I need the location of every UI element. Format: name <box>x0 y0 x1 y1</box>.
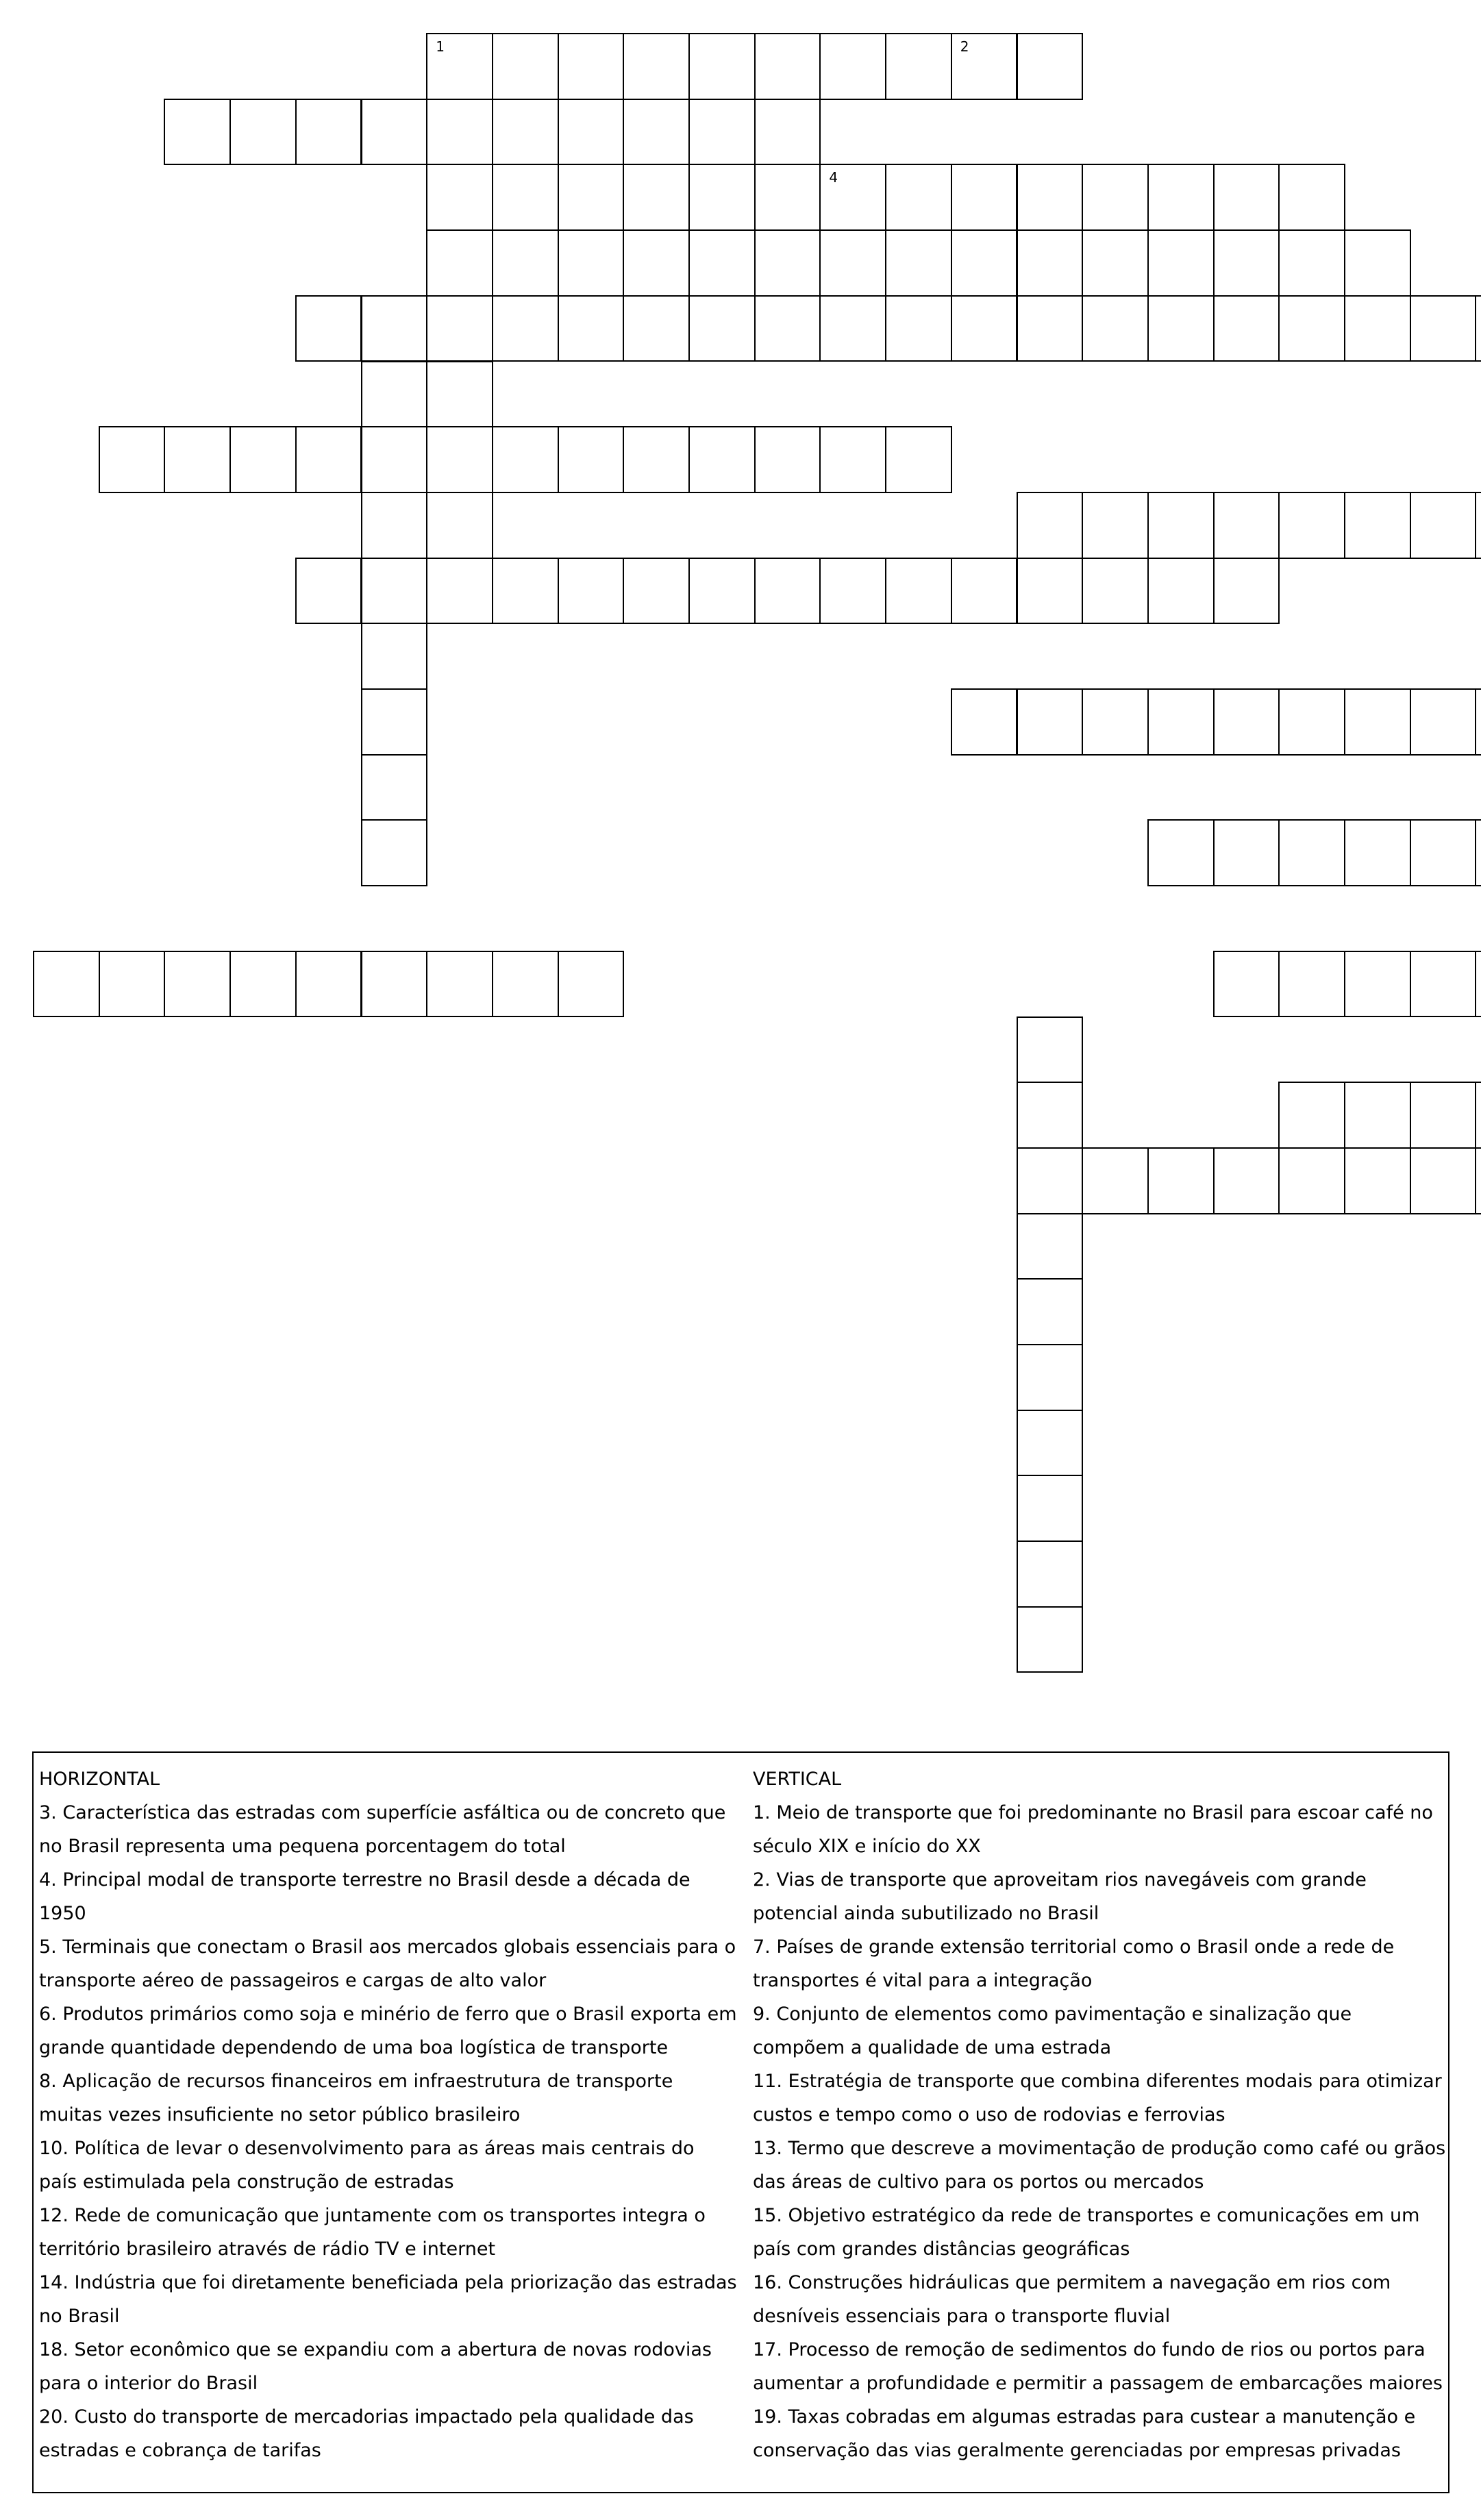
grid-cell[interactable] <box>1410 688 1477 756</box>
clue-number: 1 <box>436 38 445 55</box>
grid-cell[interactable] <box>33 951 100 1018</box>
grid-cell[interactable] <box>1475 295 1481 362</box>
grid-cell[interactable] <box>492 99 559 166</box>
grid-cell[interactable] <box>1410 819 1477 886</box>
clue-h3: 3. Característica das estradas com superfície asfáltica ou de concreto que no Brasil representa uma pequena porcentagem do total <box>39 1802 726 1857</box>
grid-cell[interactable] <box>229 951 297 1018</box>
grid-cell[interactable] <box>492 558 559 625</box>
grid-cell[interactable] <box>951 164 1018 231</box>
grid-cell[interactable] <box>1017 1213 1084 1280</box>
grid-cell[interactable] <box>1147 164 1215 231</box>
grid-cell[interactable] <box>623 33 690 100</box>
grid-cell[interactable] <box>1017 1016 1084 1084</box>
clue-v15: 15. Objetivo estratégico da rede de transportes e comunicações em um país com grandes distâncias geográficas <box>753 2205 1420 2260</box>
grid-cell[interactable] <box>1278 164 1345 231</box>
grid-cell[interactable] <box>1344 295 1411 362</box>
grid-cell[interactable] <box>1082 688 1149 756</box>
grid-cell[interactable] <box>1017 164 1084 231</box>
clue-v17: 17. Processo de remoção de sedimentos do fundo de rios ou portos para aumentar a profundidade e permitir a passagem de embarcações maiores <box>753 2339 1443 2394</box>
horizontal-clues <box>39 1762 738 2467</box>
grid-cell[interactable] <box>1082 164 1149 231</box>
clue-v19: 19. Taxas cobradas em algumas estradas para custear a manutenção e conservação das vias geralmente gerenciadas por empresas privadas <box>753 2406 1416 2461</box>
clue-number: 4 <box>829 169 838 186</box>
grid-cell[interactable] <box>361 492 428 559</box>
grid-cell[interactable] <box>1082 229 1149 297</box>
grid-cell[interactable] <box>1278 295 1345 362</box>
grid-cell[interactable] <box>558 99 625 166</box>
grid-cell[interactable] <box>623 295 690 362</box>
clue-h4: 4. Principal modal de transporte terrestre no Brasil desde a década de 1950 <box>39 1869 690 1924</box>
grid-cell[interactable] <box>1344 688 1411 756</box>
grid-cell[interactable] <box>426 33 493 100</box>
grid-cell[interactable] <box>1017 688 1084 756</box>
grid-cell[interactable] <box>361 361 428 428</box>
grid-cell[interactable] <box>361 295 428 362</box>
grid-cell[interactable] <box>819 229 886 297</box>
grid-cell[interactable] <box>623 164 690 231</box>
grid-cell[interactable] <box>1475 1147 1481 1214</box>
grid-cell[interactable] <box>885 229 952 297</box>
grid-cell[interactable] <box>1410 1147 1477 1214</box>
grid-cell[interactable] <box>1344 1082 1411 1149</box>
grid-cell[interactable] <box>1344 951 1411 1018</box>
grid-cell[interactable] <box>1017 1082 1084 1149</box>
grid-cell[interactable] <box>951 295 1018 362</box>
grid-cell[interactable] <box>426 295 493 362</box>
clue-v16: 16. Construções hidráulicas que permitem a navegação em rios com desníveis essenciais para o transporte fluvial <box>753 2272 1391 2327</box>
grid-cell[interactable] <box>819 295 886 362</box>
grid-cell[interactable] <box>885 295 952 362</box>
grid-cell[interactable] <box>558 33 625 100</box>
grid-cell[interactable] <box>1213 229 1280 297</box>
grid-cell[interactable] <box>1344 492 1411 559</box>
grid-cell[interactable] <box>1410 1082 1477 1149</box>
grid-cell[interactable] <box>754 558 821 625</box>
grid-cell[interactable] <box>1278 951 1345 1018</box>
grid-cell[interactable] <box>426 361 493 428</box>
grid-cell[interactable] <box>1017 229 1084 297</box>
grid-cell[interactable] <box>1147 492 1215 559</box>
horizontal-title: HORIZONTAL <box>39 1769 160 1790</box>
grid-cell[interactable] <box>492 229 559 297</box>
grid-cell[interactable] <box>1475 1082 1481 1149</box>
grid-cell[interactable] <box>492 426 559 493</box>
grid-cell[interactable] <box>688 229 756 297</box>
grid-cell[interactable] <box>1082 492 1149 559</box>
clue-h8: 8. Aplicação de recursos financeiros em infraestrutura de transporte muitas vezes insuficiente no setor público brasileiro <box>39 2071 673 2125</box>
grid-cell[interactable] <box>688 295 756 362</box>
grid-cell[interactable] <box>1344 819 1411 886</box>
grid-cell[interactable] <box>295 99 362 166</box>
grid-cell[interactable] <box>754 295 821 362</box>
grid-cell[interactable] <box>426 164 493 231</box>
grid-cell[interactable] <box>951 229 1018 297</box>
grid-cell[interactable] <box>1213 951 1280 1018</box>
grid-cell[interactable] <box>361 99 428 166</box>
grid-cell[interactable] <box>1213 1147 1280 1214</box>
grid-cell[interactable] <box>1017 1147 1084 1214</box>
vertical-clues <box>753 1762 1448 2467</box>
grid-cell[interactable] <box>1213 295 1280 362</box>
grid-cell[interactable] <box>754 99 821 166</box>
grid-cell[interactable] <box>164 426 231 493</box>
clue-v7: 7. Países de grande extensão territorial como o Brasil onde a rede de transportes é vital para a integração <box>753 1936 1395 1991</box>
grid-cell[interactable] <box>361 688 428 756</box>
grid-cell[interactable] <box>1213 164 1280 231</box>
grid-cell[interactable] <box>492 33 559 100</box>
grid-cell[interactable] <box>1410 295 1477 362</box>
grid-cell[interactable] <box>623 558 690 625</box>
grid-cell[interactable] <box>819 33 886 100</box>
grid-cell[interactable] <box>361 426 428 493</box>
grid-cell[interactable] <box>754 229 821 297</box>
grid-cell[interactable] <box>426 229 493 297</box>
grid-cell[interactable] <box>1017 295 1084 362</box>
grid-cell[interactable] <box>688 99 756 166</box>
grid-cell[interactable] <box>1147 688 1215 756</box>
grid-cell[interactable] <box>164 99 231 166</box>
clue-h6: 6. Produtos primários como soja e minério de ferro que o Brasil exporta em grande quantidade dependendo de uma boa logística de transporte <box>39 2004 737 2058</box>
grid-cell[interactable] <box>99 951 166 1018</box>
grid-cell[interactable] <box>295 558 362 625</box>
grid-cell[interactable] <box>1147 1147 1215 1214</box>
grid-cell[interactable] <box>426 558 493 625</box>
grid-cell[interactable] <box>1147 295 1215 362</box>
grid-cell[interactable] <box>885 558 952 625</box>
grid-cell[interactable] <box>885 33 952 100</box>
grid-cell[interactable] <box>1017 1475 1084 1542</box>
grid-cell[interactable] <box>1082 1147 1149 1214</box>
grid-cell[interactable] <box>1213 688 1280 756</box>
grid-cell[interactable] <box>558 558 625 625</box>
grid-cell[interactable] <box>1017 1344 1084 1411</box>
grid-cell[interactable] <box>1017 33 1084 100</box>
grid-cell[interactable] <box>361 819 428 886</box>
grid-cell[interactable] <box>951 33 1018 100</box>
grid-cell[interactable] <box>361 754 428 821</box>
grid-cell[interactable] <box>1017 1606 1084 1673</box>
grid-cell[interactable] <box>558 229 625 297</box>
grid-cell[interactable] <box>558 426 625 493</box>
grid-cell[interactable] <box>754 164 821 231</box>
grid-cell[interactable] <box>1017 1278 1084 1345</box>
grid-cell[interactable] <box>1410 951 1477 1018</box>
grid-cell[interactable] <box>1017 558 1084 625</box>
grid-cell[interactable] <box>1082 295 1149 362</box>
clue-h5: 5. Terminais que conectam o Brasil aos mercados globais essenciais para o transporte aéreo de passageiros e cargas de alto valor <box>39 1936 736 1991</box>
grid-cell[interactable] <box>1278 492 1345 559</box>
grid-cell[interactable] <box>99 426 166 493</box>
grid-cell[interactable] <box>558 295 625 362</box>
grid-cell[interactable] <box>426 426 493 493</box>
grid-cell[interactable] <box>295 426 362 493</box>
grid-cell[interactable] <box>688 33 756 100</box>
grid-cell[interactable] <box>1475 951 1481 1018</box>
grid-cell[interactable] <box>951 688 1018 756</box>
grid-cell[interactable] <box>1147 558 1215 625</box>
grid-cell[interactable] <box>1475 688 1481 756</box>
grid-cell[interactable] <box>885 164 952 231</box>
grid-cell[interactable] <box>1278 1082 1345 1149</box>
grid-cell[interactable] <box>754 33 821 100</box>
clue-v1: 1. Meio de transporte que foi predominante no Brasil para escoar café no século XIX e início do XX <box>753 1802 1433 1857</box>
clue-v2: 2. Vias de transporte que aproveitam rios navegáveis com grande potencial ainda subutilizado no Brasil <box>753 1869 1367 1924</box>
grid-cell[interactable] <box>819 558 886 625</box>
vertical-title: VERTICAL <box>753 1769 842 1790</box>
grid-cell[interactable] <box>1213 819 1280 886</box>
grid-cell[interactable] <box>1213 558 1280 625</box>
grid-cell[interactable] <box>426 99 493 166</box>
grid-cell[interactable] <box>558 951 625 1018</box>
grid-cell[interactable] <box>1344 1147 1411 1214</box>
grid-cell[interactable] <box>1475 492 1481 559</box>
grid-cell[interactable] <box>1278 1147 1345 1214</box>
clue-h14: 14. Indústria que foi diretamente beneficiada pela priorização das estradas no Brasil <box>39 2272 737 2327</box>
clue-v9: 9. Conjunto de elementos como pavimentação e sinalização que compõem a qualidade de uma estrada <box>753 2004 1352 2058</box>
grid-cell[interactable] <box>1278 688 1345 756</box>
grid-cell[interactable] <box>1147 229 1215 297</box>
clue-h12: 12. Rede de comunicação que juntamente com os transportes integra o território brasileiro através de rádio TV e internet <box>39 2205 706 2260</box>
grid-cell[interactable] <box>492 295 559 362</box>
grid-cell[interactable] <box>1017 492 1084 559</box>
grid-cell[interactable] <box>623 426 690 493</box>
grid-cell[interactable] <box>1475 819 1481 886</box>
grid-cell[interactable] <box>951 558 1018 625</box>
grid-cell[interactable] <box>623 229 690 297</box>
grid-cell[interactable] <box>754 426 821 493</box>
grid-cell[interactable] <box>688 426 756 493</box>
grid-cell[interactable] <box>1213 492 1280 559</box>
grid-cell[interactable] <box>688 558 756 625</box>
grid-cell[interactable] <box>885 426 952 493</box>
grid-cell[interactable] <box>426 492 493 559</box>
clue-v13: 13. Termo que descreve a movimentação de produção como café ou grãos das áreas de cultivo para os portos ou mercados <box>753 2138 1446 2193</box>
grid-cell[interactable] <box>295 295 362 362</box>
grid-cell[interactable] <box>361 558 428 625</box>
grid-cell[interactable] <box>819 426 886 493</box>
clue-box <box>32 1751 1449 2493</box>
clue-number: 2 <box>960 38 969 55</box>
clue-h10: 10. Política de levar o desenvolvimento para as áreas mais centrais do país estimulada pela construção de estradas <box>39 2138 695 2193</box>
clue-h18: 18. Setor econômico que se expandiu com a abertura de novas rodovias para o interior do Brasil <box>39 2339 712 2394</box>
grid-cell[interactable] <box>492 951 559 1018</box>
grid-cell[interactable] <box>1017 1410 1084 1477</box>
grid-cell[interactable] <box>1410 492 1477 559</box>
grid-cell[interactable] <box>819 164 886 231</box>
grid-cell[interactable] <box>1278 819 1345 886</box>
grid-cell[interactable] <box>229 426 297 493</box>
grid-cell[interactable] <box>558 164 625 231</box>
grid-cell[interactable] <box>361 623 428 690</box>
grid-cell[interactable] <box>361 951 428 1018</box>
grid-cell[interactable] <box>426 951 493 1018</box>
grid-cell[interactable] <box>1147 819 1215 886</box>
clue-v11: 11. Estratégia de transporte que combina diferentes modais para otimizar custos e tempo como o uso de rodovias e ferrovias <box>753 2071 1442 2125</box>
grid-cell[interactable] <box>623 99 690 166</box>
grid-cell[interactable] <box>295 951 362 1018</box>
grid-cell[interactable] <box>1278 229 1345 297</box>
grid-cell[interactable] <box>1344 229 1411 297</box>
grid-cell[interactable] <box>1082 558 1149 625</box>
clue-h20: 20. Custo do transporte de mercadorias impactado pela qualidade das estradas e cobrança de tarifas <box>39 2406 694 2461</box>
grid-cell[interactable] <box>1017 1540 1084 1608</box>
grid-cell[interactable] <box>229 99 297 166</box>
grid-cell[interactable] <box>688 164 756 231</box>
grid-cell[interactable] <box>164 951 231 1018</box>
